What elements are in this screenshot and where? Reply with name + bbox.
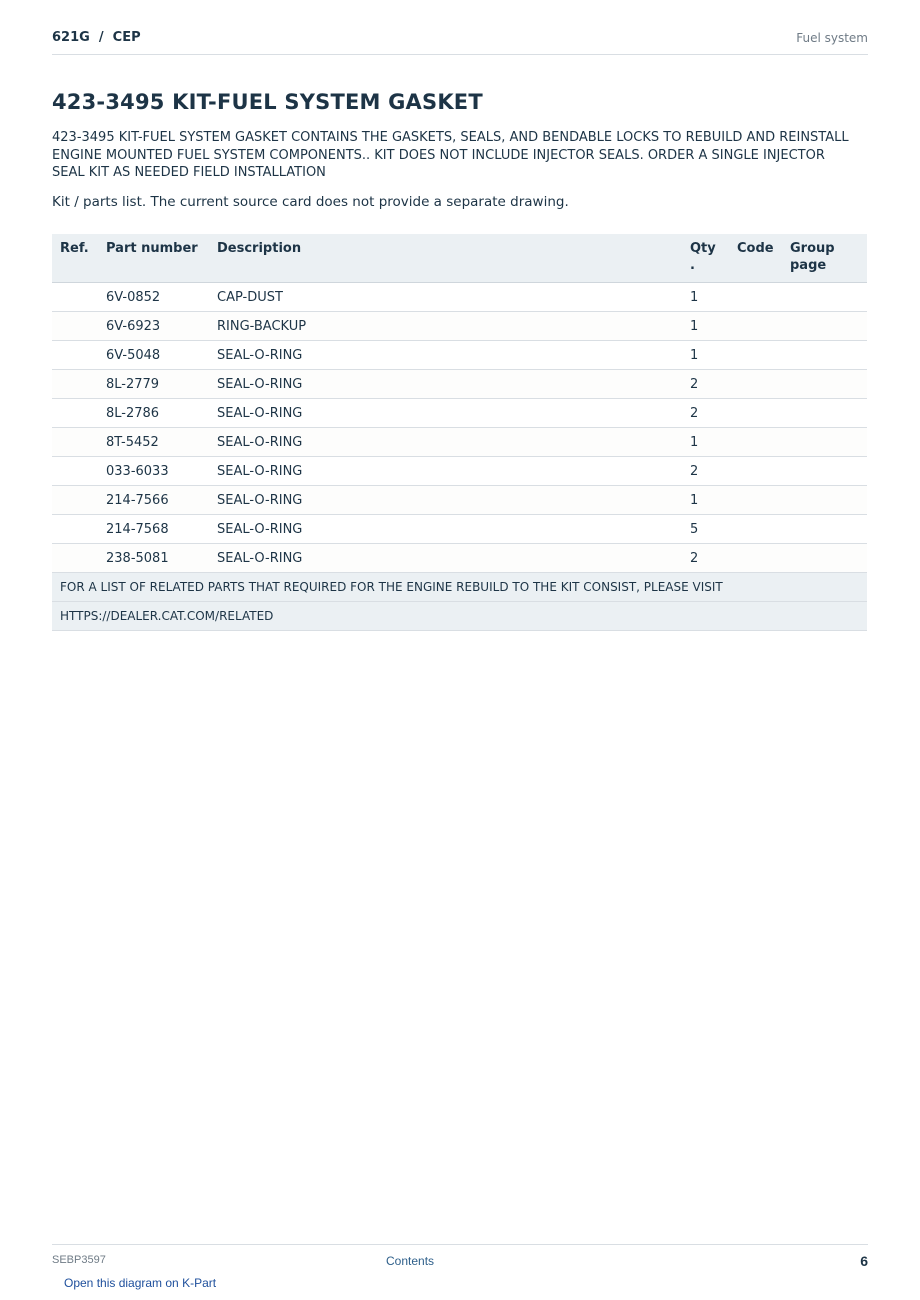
cell-part-number: 8T-5452 — [98, 428, 209, 457]
column-header-group-page: Group page — [782, 234, 867, 283]
cell-group-page — [782, 457, 867, 486]
table-row — [52, 370, 867, 399]
section-name: Fuel system — [796, 31, 868, 45]
contents-link[interactable]: Contents — [386, 1254, 435, 1268]
cell-ref — [52, 370, 98, 399]
cell-description: SEAL-O-RING — [209, 544, 682, 573]
open-kpart-link[interactable]: Open this diagram on K-Part — [64, 1276, 217, 1290]
table-note-row — [52, 573, 867, 602]
cell-ref — [52, 544, 98, 573]
cell-ref — [52, 283, 98, 312]
cell-ref — [52, 341, 98, 370]
cell-group-page — [782, 399, 867, 428]
cell-qty: 2 — [682, 399, 729, 428]
cell-code — [729, 370, 782, 399]
cell-part-number: 214-7566 — [98, 486, 209, 515]
cell-group-page — [782, 283, 867, 312]
cell-part-number: 6V-0852 — [98, 283, 209, 312]
cell-group-page — [782, 544, 867, 573]
cell-code — [729, 457, 782, 486]
cell-part-number: 6V-6923 — [98, 312, 209, 341]
column-header-qty: Qty . — [682, 234, 729, 283]
cell-description: SEAL-O-RING — [209, 515, 682, 544]
cell-group-page — [782, 486, 867, 515]
table-row — [52, 428, 867, 457]
cell-group-page — [782, 515, 867, 544]
cell-description: SEAL-O-RING — [209, 457, 682, 486]
cell-group-page — [782, 370, 867, 399]
cell-group-page — [782, 428, 867, 457]
cell-part-number: 8L-2779 — [98, 370, 209, 399]
kit-description: 423-3495 KIT-FUEL SYSTEM GASKET CONTAINS THE GASKETS, SEALS, AND BENDABLE LOCKS TO REBUILD AND REINSTALL ENGINE MOUNTED FUEL SYSTEM COMPONENTS.. KIT DOES NOT INCLUDE INJECTOR SEALS. ORDER A SINGLE INJECTOR SEAL KIT AS NEEDED FIELD INSTALLATION — [52, 130, 849, 180]
table-row — [52, 544, 867, 573]
cell-description: SEAL-O-RING — [209, 370, 682, 399]
cell-description: SEAL-O-RING — [209, 399, 682, 428]
cell-ref — [52, 486, 98, 515]
cell-code — [729, 428, 782, 457]
parts-table — [52, 234, 867, 631]
drawing-note: Kit / parts list. The current source card does not provide a separate drawing. — [52, 194, 569, 210]
table-row — [52, 341, 867, 370]
cell-code — [729, 486, 782, 515]
page-header — [52, 28, 868, 55]
cell-qty: 2 — [682, 457, 729, 486]
cell-group-page — [782, 312, 867, 341]
document-reference: SEBP3597 — [52, 1254, 106, 1266]
table-note-row — [52, 602, 867, 631]
cell-qty: 1 — [682, 486, 729, 515]
cell-part-number: 6V-5048 — [98, 341, 209, 370]
cell-qty: 2 — [682, 370, 729, 399]
cell-qty: 1 — [682, 428, 729, 457]
cell-description: CAP-DUST — [209, 283, 682, 312]
cell-qty: 1 — [682, 341, 729, 370]
cell-ref — [52, 399, 98, 428]
cell-code — [729, 312, 782, 341]
table-row — [52, 312, 867, 341]
breadcrumb: 621G / CEP — [52, 30, 141, 45]
table-row — [52, 399, 867, 428]
cell-qty: 5 — [682, 515, 729, 544]
related-parts-url: HTTPS://DEALER.CAT.COM/RELATED — [52, 602, 867, 631]
cell-qty: 2 — [682, 544, 729, 573]
column-header-code: Code — [729, 234, 782, 283]
table-row — [52, 515, 867, 544]
cell-qty: 1 — [682, 312, 729, 341]
cell-part-number: 033-6033 — [98, 457, 209, 486]
cell-ref — [52, 457, 98, 486]
cell-part-number: 238-5081 — [98, 544, 209, 573]
column-header-ref: Ref. — [52, 234, 98, 283]
related-parts-note: FOR A LIST OF RELATED PARTS THAT REQUIRED FOR THE ENGINE REBUILD TO THE KIT CONSIST, PLEASE VISIT — [52, 573, 867, 602]
cell-ref — [52, 515, 98, 544]
table-row — [52, 486, 867, 515]
cell-part-number: 214-7568 — [98, 515, 209, 544]
cell-part-number: 8L-2786 — [98, 399, 209, 428]
cell-qty: 1 — [682, 283, 729, 312]
page-footer — [52, 1244, 868, 1275]
cell-code — [729, 544, 782, 573]
page-title: 423-3495 KIT-FUEL SYSTEM GASKET — [52, 90, 483, 114]
column-header-part-number: Part number — [98, 234, 209, 283]
page-number: 6 — [860, 1253, 868, 1269]
cell-code — [729, 515, 782, 544]
column-header-description: Description — [209, 234, 682, 283]
cell-group-page — [782, 341, 867, 370]
cell-description: RING-BACKUP — [209, 312, 682, 341]
table-row — [52, 457, 867, 486]
cell-code — [729, 283, 782, 312]
cell-ref — [52, 428, 98, 457]
cell-description: SEAL-O-RING — [209, 428, 682, 457]
cell-code — [729, 399, 782, 428]
table-row — [52, 283, 867, 312]
cell-ref — [52, 312, 98, 341]
cell-description: SEAL-O-RING — [209, 486, 682, 515]
cell-code — [729, 341, 782, 370]
cell-description: SEAL-O-RING — [209, 341, 682, 370]
table-header-row — [52, 234, 867, 283]
